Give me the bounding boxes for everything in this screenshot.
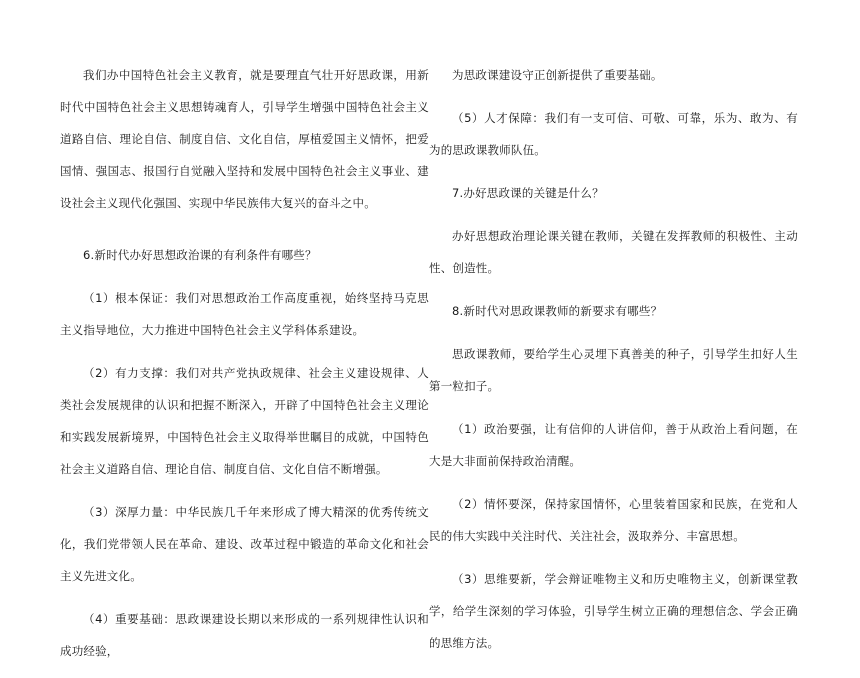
answer-7: 办好思想政治理论课关键在教师，关键在发挥教师的积极性、主动性、创造性。 <box>429 229 798 275</box>
answer-6-item-2: （2）有力支撑：我们对共产党执政规律、社会主义建设规律、人类社会发展规律的认识和把握不断深入，开辟了中国特色社会主义理论和实践发展新境界，中国特色社会主义取得举世瞩目的成就，中国特色社会主义道路自信、理论自信、制度自信、文化自信不断增强。 <box>60 366 429 476</box>
answer-8-intro: 思政课教师，要给学生心灵埋下真善美的种子，引导学生扣好人生第一粒扣子。 <box>429 347 798 393</box>
left-column <box>60 59 429 678</box>
answer-8-item-1: （1）政治要强，让有信仰的人讲信仰，善于从政治上看问题，在大是大非面前保持政治清醒。 <box>429 422 798 468</box>
answer-6-item-4: （4）重要基础：思政课建设长期以来形成的一系列规律性认识和成功经验， <box>60 612 429 658</box>
question-6: 6.新时代办好思想政治课的有利条件有哪些？ <box>83 248 317 262</box>
answer-6-item-1: （1）根本保证：我们对思想政治工作高度重视，始终坚持马克思主义指导地位，大力推进中国特色社会主义学科体系建设。 <box>60 291 429 337</box>
answer-6-item-4-cont: 为思政课建设守正创新提供了重要基础。 <box>452 68 663 82</box>
paragraph-intro: 我们办中国特色社会主义教育，就是要理直气壮开好思政课，用新时代中国特色社会主义思想铸魂育人，引导学生增强中国特色社会主义道路自信、理论自信、制度自信、文化自信，厚植爱国主义情怀，把爱国情、强国志、报国行自觉融入坚持和发展中国特色社会主义事业、建设社会主义现代化强国、实现中华民族伟大复兴的奋斗之中。 <box>60 68 429 210</box>
answer-6-item-5: （5）人才保障：我们有一支可信、可敬、可靠，乐为、敢为、有为的思政课教师队伍。 <box>429 111 798 157</box>
answer-8-item-3: （3）思维要新，学会辩证唯物主义和历史唯物主义，创新课堂教学，给学生深刻的学习体验，引导学生树立正确的理想信念、学会正确的思维方法。 <box>429 572 798 650</box>
answer-6-item-3: （3）深厚力量：中华民族几千年来形成了博大精深的优秀传统文化，我们党带领人民在革命、建设、改革过程中锻造的革命文化和社会主义先进文化。 <box>60 505 429 583</box>
right-column <box>429 59 798 670</box>
question-8: 8.新时代对思政课教师的新要求有哪些？ <box>452 304 663 318</box>
answer-8-item-2: （2）情怀要深，保持家国情怀，心里装着国家和民族，在党和人民的伟大实践中关注时代、关注社会，汲取养分、丰富思想。 <box>429 497 798 543</box>
question-7: 7.办好思政课的关键是什么？ <box>452 186 604 200</box>
